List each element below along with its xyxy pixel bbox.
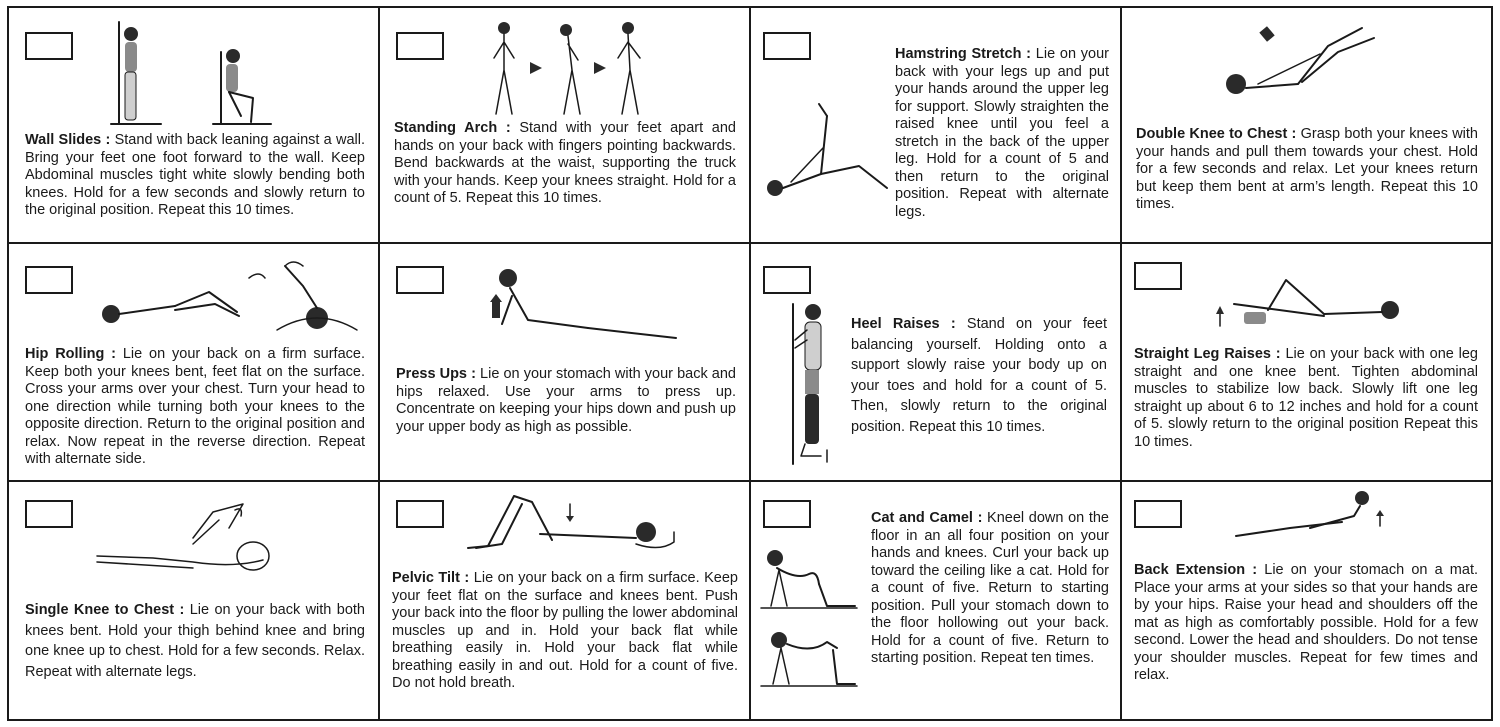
exercise-title: Hamstring Stretch : — [895, 46, 1032, 62]
wall-slides-illustration — [101, 18, 281, 128]
hamstring-stretch-illustration — [761, 96, 901, 206]
exercise-title: Back Extension : — [1134, 562, 1258, 578]
checkbox[interactable] — [25, 32, 73, 60]
checkbox[interactable] — [1134, 500, 1182, 528]
exercise-text: Lie on your stomach with your back and hips relaxed. Use your arms to press up. Concentrate on keeping your hips down and push up your upper body as high as possible. — [396, 366, 737, 435]
exercise-card-hamstring-stretch — [751, 8, 1122, 244]
exercise-card-back-extension — [1122, 482, 1493, 720]
exercise-description — [394, 120, 736, 208]
exercise-description — [25, 132, 365, 220]
exercise-description — [851, 314, 1107, 437]
exercise-text: Lie on your back with both knees bent. Hold your thigh behind knee and bring one knee up to chest. Hold for a few seconds. Relax. Repeat with alternate legs. — [25, 602, 365, 680]
exercise-description — [871, 510, 1109, 668]
exercise-text: Lie on your back on a firm surface. Keep both your knees bent, feet flat on the surface. Cross your arms over your chest. Turn your head to one direction while turning both your knees to the opposite direction. Return to the original position and relax. Now repeat in the reverse direction. Repeat with alternate side. — [25, 346, 365, 467]
exercise-card-double-knee-to-chest — [1122, 8, 1493, 244]
exercise-description — [392, 570, 738, 693]
exercise-card-wall-slides — [9, 8, 380, 244]
exercise-text: Kneel down on the floor in an all four position on your hands and knees. Curl your back up toward the ceiling like a cat. Hold for a count of five. Return to starting position. Pull your stomach down to the floor hollowing out your back. Hold for a count of five. Return to starting position. Repeat ten times. — [871, 510, 1109, 666]
pelvic-tilt-illustration — [460, 486, 680, 566]
exercise-description — [895, 46, 1109, 221]
exercise-description — [25, 346, 365, 469]
exercise-description — [25, 600, 365, 682]
cat-and-camel-illustration — [757, 544, 863, 700]
checkbox[interactable] — [25, 500, 73, 528]
checkbox[interactable] — [763, 266, 811, 294]
back-extension-illustration — [1230, 488, 1400, 548]
exercise-card-press-ups — [380, 244, 751, 482]
double-knee-to-chest-illustration — [1218, 22, 1388, 112]
checkbox[interactable] — [396, 266, 444, 294]
heel-raises-illustration — [765, 300, 835, 466]
exercise-card-standing-arch — [380, 8, 751, 244]
checkbox[interactable] — [763, 32, 811, 60]
exercise-card-single-knee-to-chest — [9, 482, 380, 720]
exercise-card-cat-and-camel — [751, 482, 1122, 720]
exercise-title: Hip Rolling : — [25, 346, 116, 362]
exercise-text: Stand with back leaning against a wall. Bring your feet one foot forward to the wall. Keep Abdominal muscles tight white slowly bending both knees. Hold for a few seconds and slowly return to the original position. Repeat this 10 times. — [25, 132, 366, 218]
checkbox[interactable] — [1134, 262, 1182, 290]
exercise-title: Cat and Camel : — [871, 510, 983, 526]
exercise-card-straight-leg-raises — [1122, 244, 1493, 482]
exercise-text: Stand with your feet apart and hands on your back with fingers pointing backwards. Bend backwards at the waist, supporting the truck with your hands. Keep your knees straight. Hold for a count of 5. Repeat this 10 times. — [394, 120, 736, 206]
exercise-card-pelvic-tilt — [380, 482, 751, 720]
exercise-text: Lie on your back with your legs up and put your hands around the upper leg for support. Slowly straighten the raised knee until you feel a stretch in the back of the upper leg. Hold for a count of 5 and then return to the original position. Repeat with alternate legs. — [895, 46, 1109, 220]
exercise-title: Standing Arch : — [394, 120, 511, 136]
exercise-description — [396, 366, 736, 436]
exercise-text: Lie on your stomach on a mat. Place your arms at your sides so that your hands are by your hips. Raise your head and shoulders off the mat as high as comfortably possible. Hold for a few second. Lower the head and shoulders. Do not tense your shoulder muscles. Repeat for few times and relax. — [1134, 562, 1479, 683]
exercise-card-hip-rolling — [9, 244, 380, 482]
hip-rolling-illustration — [89, 256, 359, 342]
standing-arch-illustration — [482, 18, 652, 118]
exercise-text: Lie on your back with one leg straight and one knee bent. Tighten abdominal muscles to stabilize low back. Slowly lift one leg straight up about 6 to 12 inches and hold for a count of 5. slowly return to the original position Repeat this 10 times. — [1134, 346, 1478, 450]
exercise-title: Wall Slides : — [25, 132, 111, 148]
checkbox[interactable] — [25, 266, 73, 294]
exercise-title: Straight Leg Raises : — [1134, 346, 1281, 362]
exercise-text: Grasp both your knees with your hands and pull them towards your chest. Hold for a few seconds and relax. Let your knees return but keep them bent at arm’s length. Repeat this 10 times. — [1136, 126, 1478, 212]
exercise-description — [1134, 562, 1478, 685]
straight-leg-raises-illustration — [1214, 266, 1404, 336]
exercise-card-heel-raises — [751, 244, 1122, 482]
press-ups-illustration — [488, 266, 688, 350]
exercise-title: Single Knee to Chest : — [25, 602, 185, 618]
single-knee-to-chest-illustration — [93, 498, 283, 578]
exercise-title: Double Knee to Chest : — [1136, 126, 1297, 142]
exercise-text: Lie on your back on a firm surface. Keep your feet flat on the surface and knees bent. Push your back into the floor by pulling the lower abdominal muscles up and in. Hold your back flat while breathing easily in. Hold your back flat while breathing easily in and out. Hold for a count of five. Do not hold breath. — [392, 570, 738, 691]
checkbox[interactable] — [396, 32, 444, 60]
exercise-title: Pelvic Tilt : — [392, 570, 470, 586]
exercise-title: Press Ups : — [396, 366, 476, 382]
checkbox[interactable] — [396, 500, 444, 528]
exercise-text: Stand on your feet balancing yourself. Holding onto a support slowly raise your body up on your toes and hold for a count of 5. Then, slowly return to the original position. Repeat this 10 times. — [851, 316, 1107, 435]
exercise-description — [1136, 126, 1478, 214]
exercise-grid — [7, 6, 1493, 721]
exercise-description — [1134, 346, 1478, 451]
checkbox[interactable] — [763, 500, 811, 528]
exercise-title: Heel Raises : — [851, 316, 956, 332]
